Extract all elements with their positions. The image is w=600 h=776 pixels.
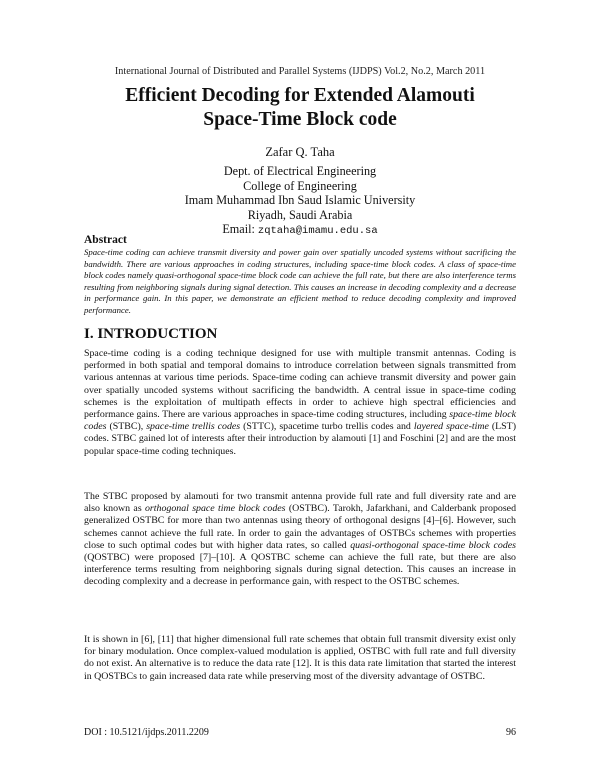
- p2-text-c: (QOSTBC) were proposed [7]–[10]. A QOSTBC scheme can achieve the full rate, but there are also interference terms resulting from neighboring signals during signal detection. This causes an increase in decoding complexity and a decrease in performance gain, with respect to the OSTBC schemes.: [84, 552, 516, 588]
- term-stbc: space-time block codes: [84, 409, 516, 433]
- p1-text-c: (STTC), spacetime turbo trellis codes and: [240, 421, 414, 433]
- paper-title: [0, 84, 600, 132]
- author-name: Zafar Q. Taha: [265, 145, 335, 159]
- email-label: Email:: [222, 222, 255, 237]
- abstract-text: Space-time coding can achieve transmit diversity and power gain over spatially uncoded systems without sacrificing the bandwidth. There are various approaches in coding structures, including space-time block codes. A class of space-time block codes namely quasi-orthogonal space-time block code can achieve the full rate, but there are also interference terms resulting from neighboring signals during signal detection. This causes an increase in decoding complexity and a decrease in performance gain. In this paper, we demonstrate an efficient method to reduce decoding complexity and improved performance.: [84, 247, 516, 315]
- page-number: 96: [506, 727, 516, 738]
- affiliation-college: College of Engineering: [243, 178, 357, 193]
- email-address[interactable]: zqtaha@imamu.edu.sa: [257, 225, 378, 238]
- p1-text-d: (LST) codes. STBC gained lot of interests after their introduction by alamouti [1] and Foschini [2] and are the most popular space-time coding techniques.: [84, 421, 516, 457]
- affiliation-block: [0, 164, 600, 239]
- affiliation-university: Imam Muhammad Ibn Saud Islamic University: [184, 193, 416, 208]
- abstract-heading: Abstract: [84, 234, 127, 246]
- journal-header: International Journal of Distributed and Parallel Systems (IJDPS) Vol.2, No.2, March 2011: [114, 66, 486, 77]
- intro-paragraph-3: It is shown in [6], [11] that higher dimensional full rate schemes that obtain full transmit diversity exist only for binary modulation. Once complex-valued modulation is applied, OSTBC with full rate and full diversity do not exist. An alternative is to reduce the data rate [12]. It is this data rate limitation that started the interest in QOSTBCs to gain increased data rate while preserving most of the diversity advantage of OSTBC.: [84, 634, 516, 682]
- term-lst: layered space-time: [413, 421, 489, 433]
- intro-paragraph-2: [84, 491, 516, 589]
- affiliation-location: Riyadh, Saudi Arabia: [247, 207, 353, 222]
- term-sttc: space-time trellis codes: [146, 421, 241, 433]
- p2-text-b: (OSTBC). Tarokh, Jafarkhani, and Calderbank proposed generalized OSTBC for more than two antennas using theory of orthogonal designs [4]–[6]. However, such schemes cannot achieve the full rate. In order to gain the advantages of OSTBCs schemes with properties close to such optimal codes but with higher data rates, so called: [84, 503, 517, 551]
- p1-text-a: Space-time coding is a coding technique designed for use with multiple transmit antennas. Coding is performed in both spatial and temporal domains to introduce correlation between signals transmitted from various antennas at various time periods. Space-time coding can achieve transmit diversity and power gain over spatially uncoded systems without sacrificing the bandwidth. A central issue in space-time coding schemes is the exploitation of multipath effects in order to achieve high spectral efficiencies and performance gains. There are various approaches in space-time coding structures, including: [84, 348, 516, 421]
- p2-text-a: The STBC proposed by alamouti for two transmit antenna provide full rate and full diversity rate and are also known as: [84, 491, 516, 515]
- title-line-2: Space-Time Block code: [203, 109, 397, 130]
- title-line-1: Efficient Decoding for Extended Alamouti: [125, 85, 475, 106]
- doi-footer[interactable]: DOI : 10.5121/ijdps.2011.2209: [84, 727, 209, 738]
- term-qostbc: quasi-orthogonal space-time block codes: [350, 539, 516, 551]
- term-ostbc: orthogonal space time block codes: [144, 503, 286, 515]
- intro-paragraph-1: [84, 348, 516, 458]
- section-heading-introduction: I. INTRODUCTION: [84, 326, 218, 342]
- p1-text-b: (STBC),: [106, 421, 147, 433]
- affiliation-department: Dept. of Electrical Engineering: [223, 164, 377, 178]
